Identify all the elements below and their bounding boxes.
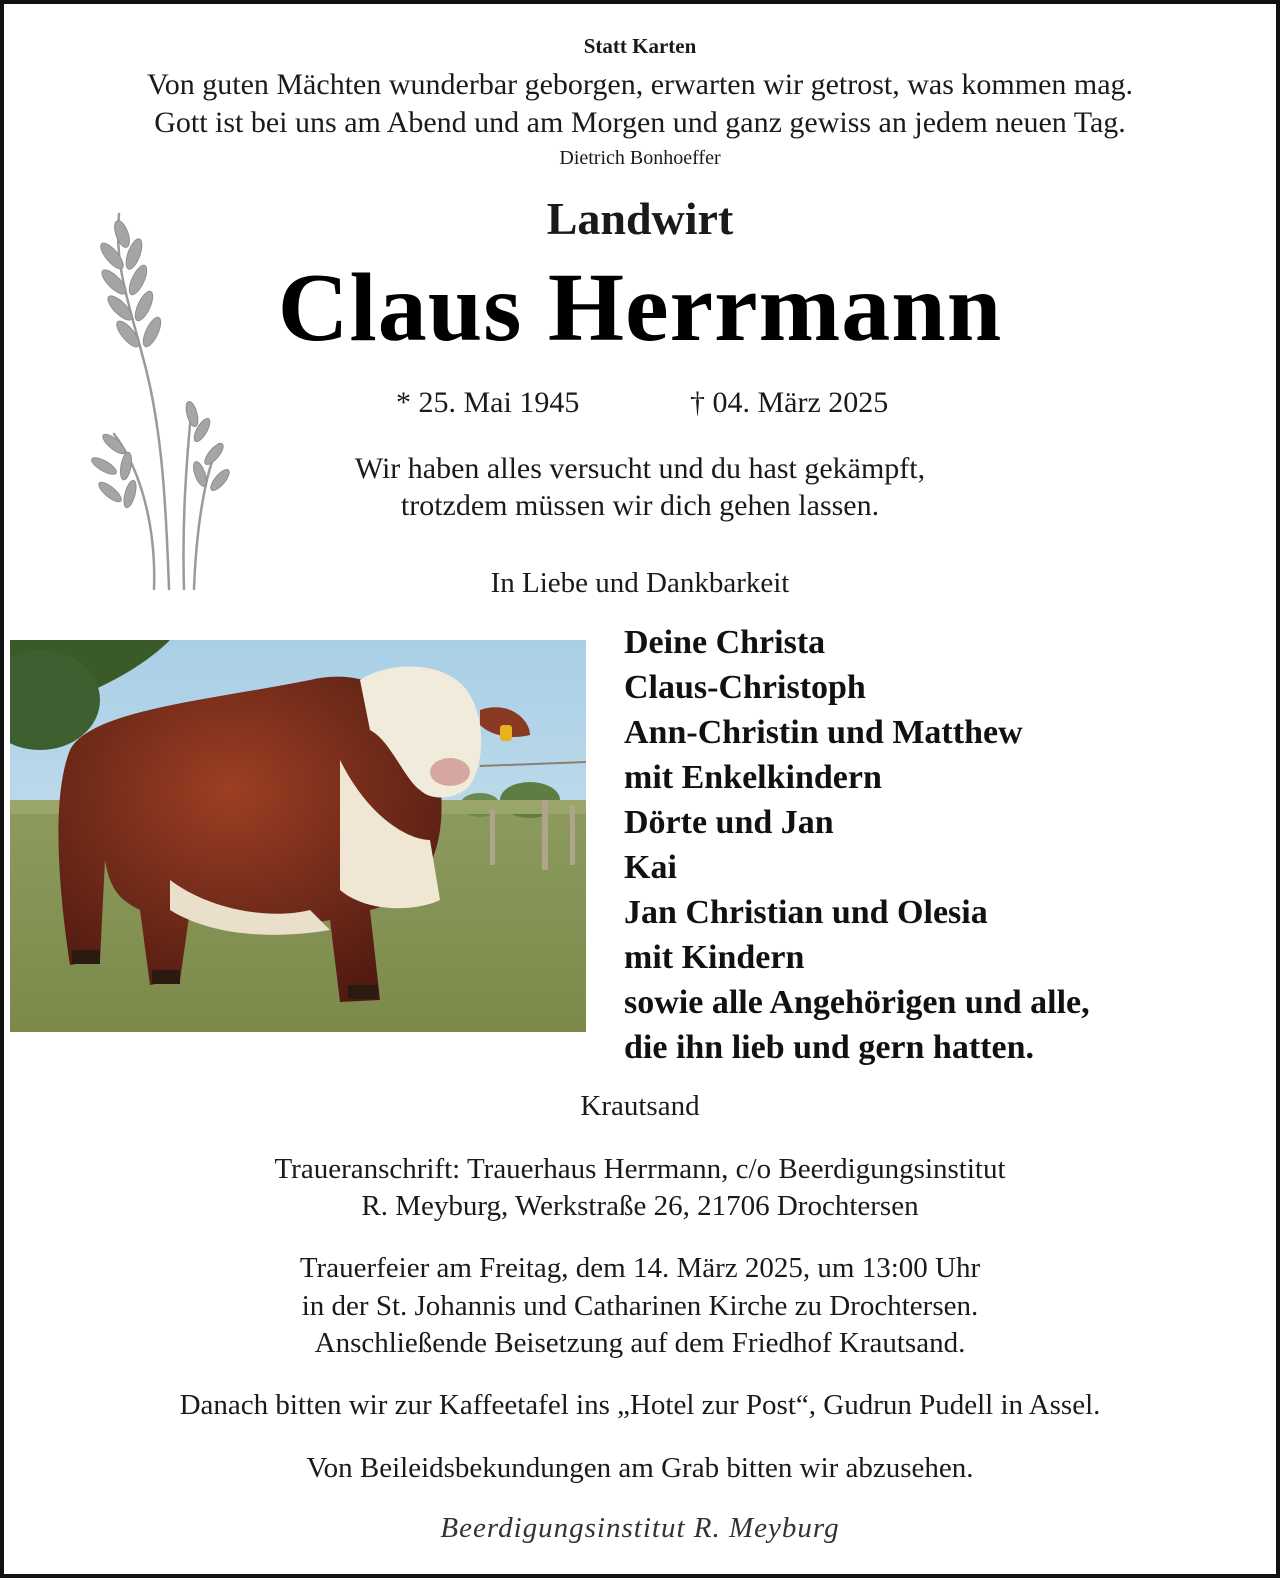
bull-photo [10, 640, 586, 1032]
death-date: † 04. März 2025 [690, 386, 889, 419]
mourning-address-line-1: Traueranschrift: Trauerhaus Herrmann, c/o Beerdigungsinstitut [274, 1153, 1006, 1185]
mourning-address-line-2: R. Meyburg, Werkstraße 26, 21706 Drochtersen [361, 1190, 919, 1222]
family-member: mit Enkelkindern [624, 759, 882, 796]
family-list [624, 620, 1090, 1070]
funeral-line-3: Anschließende Beisetzung auf dem Friedhof Krautsand. [314, 1327, 966, 1359]
funeral-home-signature: Beerdigungsinstitut R. Meyburg [440, 1512, 840, 1544]
family-member: Deine Christa [624, 624, 826, 661]
family-member: Ann-Christin und Matthew [624, 714, 1023, 751]
in-love-line: In Liebe und Dankbarkeit [490, 567, 790, 599]
family-member: Jan Christian und Olesia [624, 894, 988, 931]
birth-date: * 25. Mai 1945 [396, 386, 580, 419]
quote-line-2: Gott ist bei uns am Abend und am Morgen und ganz gewiss an jedem neuen Tag. [154, 106, 1126, 139]
family-member: sowie alle Angehörigen und alle, [624, 984, 1090, 1021]
quote-author: Dietrich Bonhoeffer [559, 147, 721, 169]
family-member: Dörte und Jan [624, 804, 834, 841]
quote-line-1: Von guten Mächten wunderbar geborgen, erwarten wir getrost, was kommen mag. [146, 68, 1134, 101]
mourning-line-2: trotzdem müssen wir dich gehen lassen. [400, 489, 880, 522]
coffee-invitation: Danach bitten wir zur Kaffeetafel ins „Hotel zur Post“, Gudrun Pudell in Assel. [179, 1389, 1101, 1421]
mourning-line-1: Wir haben alles versucht und du hast gekämpft, [354, 452, 926, 485]
deceased-name: Claus Herrmann [277, 254, 1003, 362]
funeral-line-1: Trauerfeier am Freitag, dem 14. März 2025, um 13:00 Uhr [299, 1252, 981, 1284]
family-member: mit Kindern [624, 939, 805, 976]
occupation: Landwirt [546, 193, 734, 244]
condolences-note: Von Beileidsbekundungen am Grab bitten wir abzusehen. [306, 1452, 974, 1484]
family-member: Claus-Christoph [624, 669, 866, 706]
family-member: Kai [624, 849, 677, 886]
place: Krautsand [580, 1090, 700, 1122]
funeral-line-2: in der St. Johannis und Catharinen Kirche zu Drochtersen. [301, 1290, 979, 1322]
family-member: die ihn lieb und gern hatten. [624, 1029, 1034, 1066]
statt-karten: Statt Karten [583, 34, 697, 58]
